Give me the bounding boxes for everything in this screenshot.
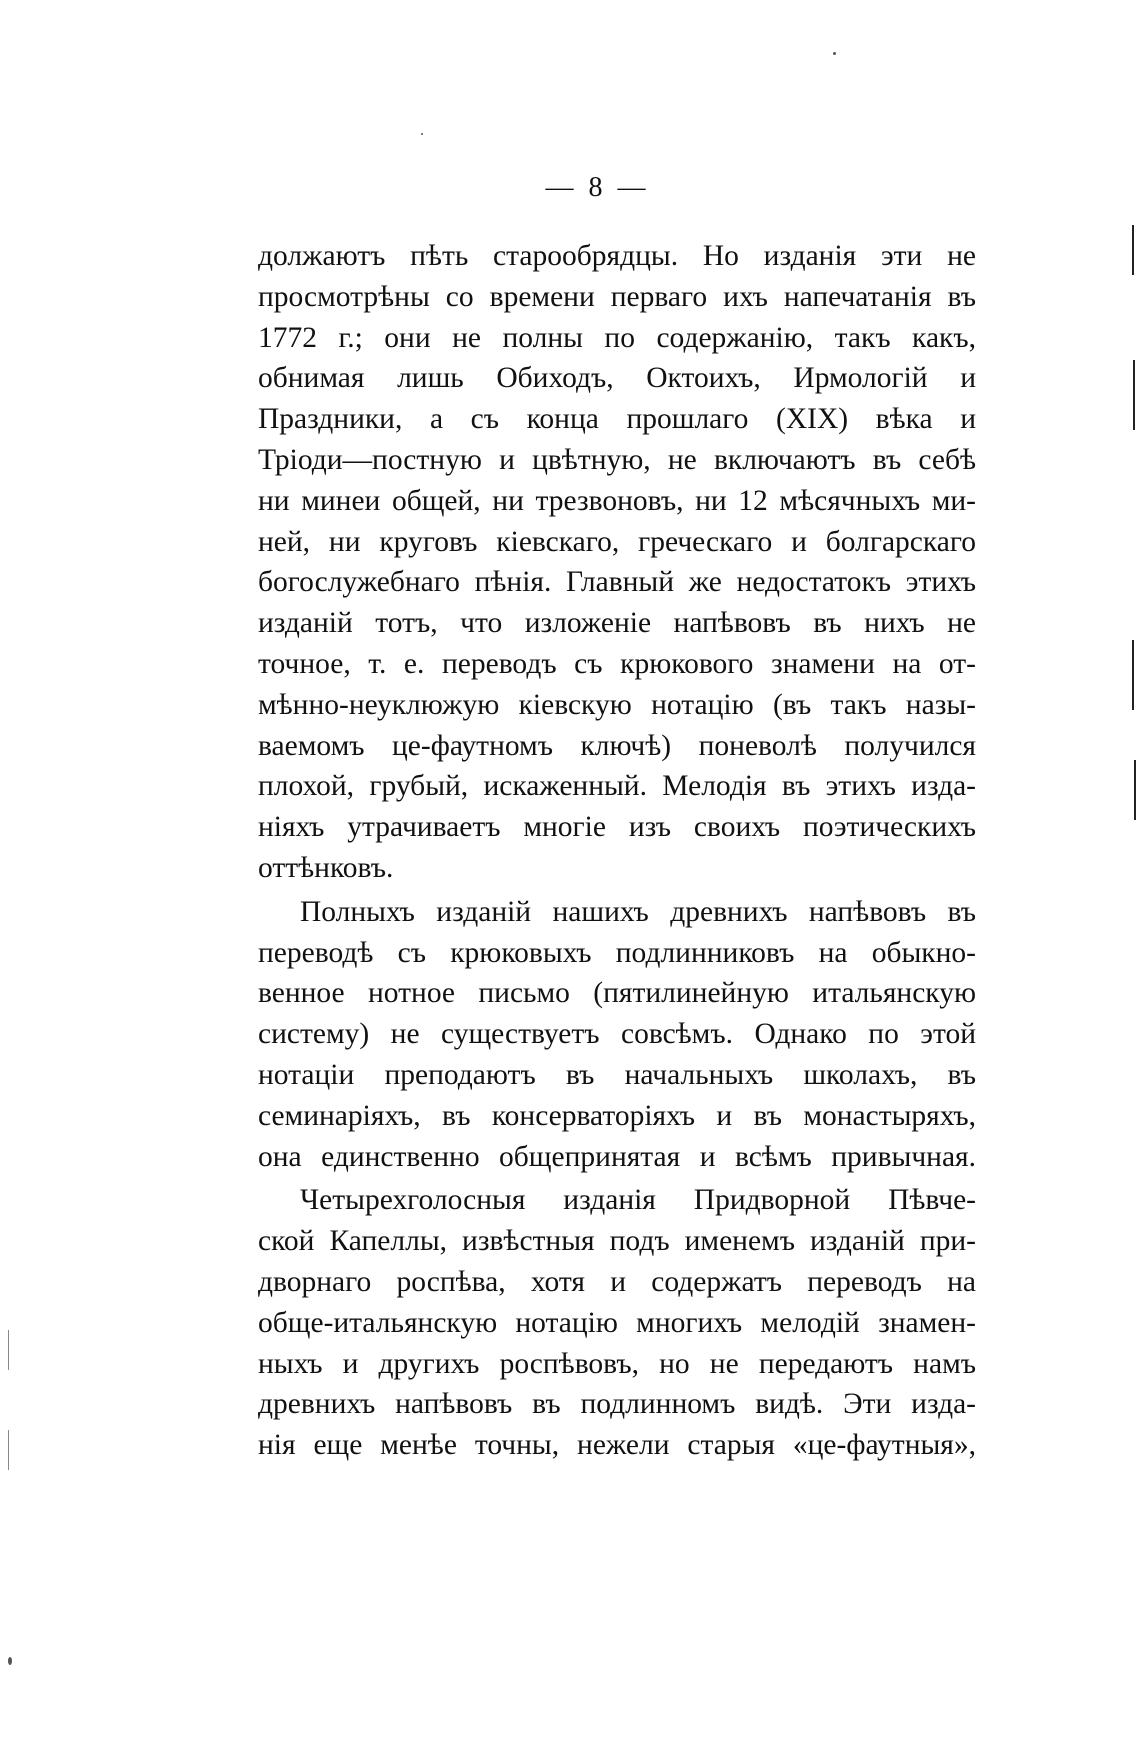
paragraph-2 bbox=[258, 892, 976, 1178]
text-line: древнихъ напѣвовъ въ подлинномъ видѣ. Эти изда- bbox=[258, 1388, 976, 1421]
scan-edge-mark bbox=[8, 1430, 9, 1470]
body-text bbox=[258, 236, 976, 1466]
scan-edge-mark bbox=[1134, 760, 1136, 820]
page-number: — 8 — bbox=[545, 172, 650, 203]
scan-speck bbox=[8, 1657, 12, 1665]
text-line: богослужебнаго пѣнія. Главный же недостатокъ этихъ bbox=[258, 566, 976, 599]
text-line: изданій тотъ, что изложеніе напѣвовъ въ нихъ не bbox=[258, 607, 976, 640]
text-line: обще-итальянскую нотацію многихъ мелодій знамен- bbox=[258, 1306, 976, 1339]
text-line: систему) не существуетъ совсѣмъ. Однако по этой bbox=[258, 1018, 976, 1051]
scan-edge-mark bbox=[8, 1330, 9, 1370]
text-line: обнимая лишь Обиходъ, Октоихъ, Ирмологій и bbox=[258, 362, 976, 395]
text-line: ней, ни круговъ кіевскаго, греческаго и болгарскаго bbox=[258, 525, 976, 558]
paragraph-1 bbox=[258, 236, 976, 889]
text-line: оттѣнковъ. bbox=[258, 851, 394, 884]
paragraph-3 bbox=[258, 1180, 976, 1466]
text-line: ваемомъ це-фаутномъ ключѣ) поневолѣ получился bbox=[258, 729, 976, 762]
text-line: плохой, грубый, искаженный. Мелодія въ этихъ изда- bbox=[258, 770, 976, 803]
text-line: семинаріяхъ, въ консерваторіяхъ и въ монастыряхъ, bbox=[258, 1099, 976, 1132]
text-line: нотаціи преподаютъ въ начальныхъ школахъ, въ bbox=[258, 1058, 976, 1091]
text-line: должаютъ пѣть старообрядцы. Но изданія эти не bbox=[258, 240, 976, 272]
text-line: нія еще менѣе точны, нежели старыя «це-фаутныя», bbox=[258, 1429, 976, 1462]
text-line: ни минеи общей, ни трезвоновъ, ни 12 мѣсячныхъ ми- bbox=[258, 484, 976, 517]
text-line: ніяхъ утрачиваетъ многіе изъ своихъ поэтическихъ bbox=[258, 811, 976, 844]
text-line: венное нотное письмо (пятилинейную итальянскую bbox=[258, 977, 976, 1010]
text-line: она единственно общепринятая и всѣмъ привычная. bbox=[258, 1140, 976, 1173]
text-line: переводѣ съ крюковыхъ подлинниковъ на обыкно- bbox=[258, 936, 976, 969]
text-line: Полныхъ изданій нашихъ древнихъ напѣвовъ въ bbox=[300, 895, 976, 928]
text-line: дворнаго роспѣва, хотя и содержатъ переводъ на bbox=[258, 1265, 976, 1298]
scan-speck bbox=[833, 52, 836, 55]
scan-edge-mark bbox=[1132, 640, 1134, 710]
text-line: Праздники, а съ конца прошлаго (XIX) вѣка и bbox=[258, 403, 976, 436]
text-line: ской Капеллы, извѣстныя подъ именемъ изданій при- bbox=[258, 1225, 976, 1258]
scan-speck bbox=[421, 133, 423, 135]
text-line: просмотрѣны со времени перваго ихъ напечатанія въ bbox=[258, 280, 976, 313]
scan-edge-mark bbox=[1133, 360, 1135, 430]
scan-edge-mark bbox=[1132, 225, 1134, 275]
text-line: 1772 г.; они не полны по содержанію, такъ какъ, bbox=[258, 321, 976, 354]
text-line: Четырехголосныя изданія Придворной Пѣвче- bbox=[300, 1184, 976, 1217]
text-line: мѣнно-неуклюжую кіевскую нотацію (въ такъ назы- bbox=[258, 688, 976, 721]
text-line: точное, т. е. переводъ съ крюкового знамени на от- bbox=[258, 647, 976, 680]
text-line: ныхъ и другихъ роспѣвовъ, но не передаютъ намъ bbox=[258, 1347, 976, 1380]
text-line: Тріоди—постную и цвѣтную, не включаютъ въ себѣ bbox=[258, 443, 976, 476]
